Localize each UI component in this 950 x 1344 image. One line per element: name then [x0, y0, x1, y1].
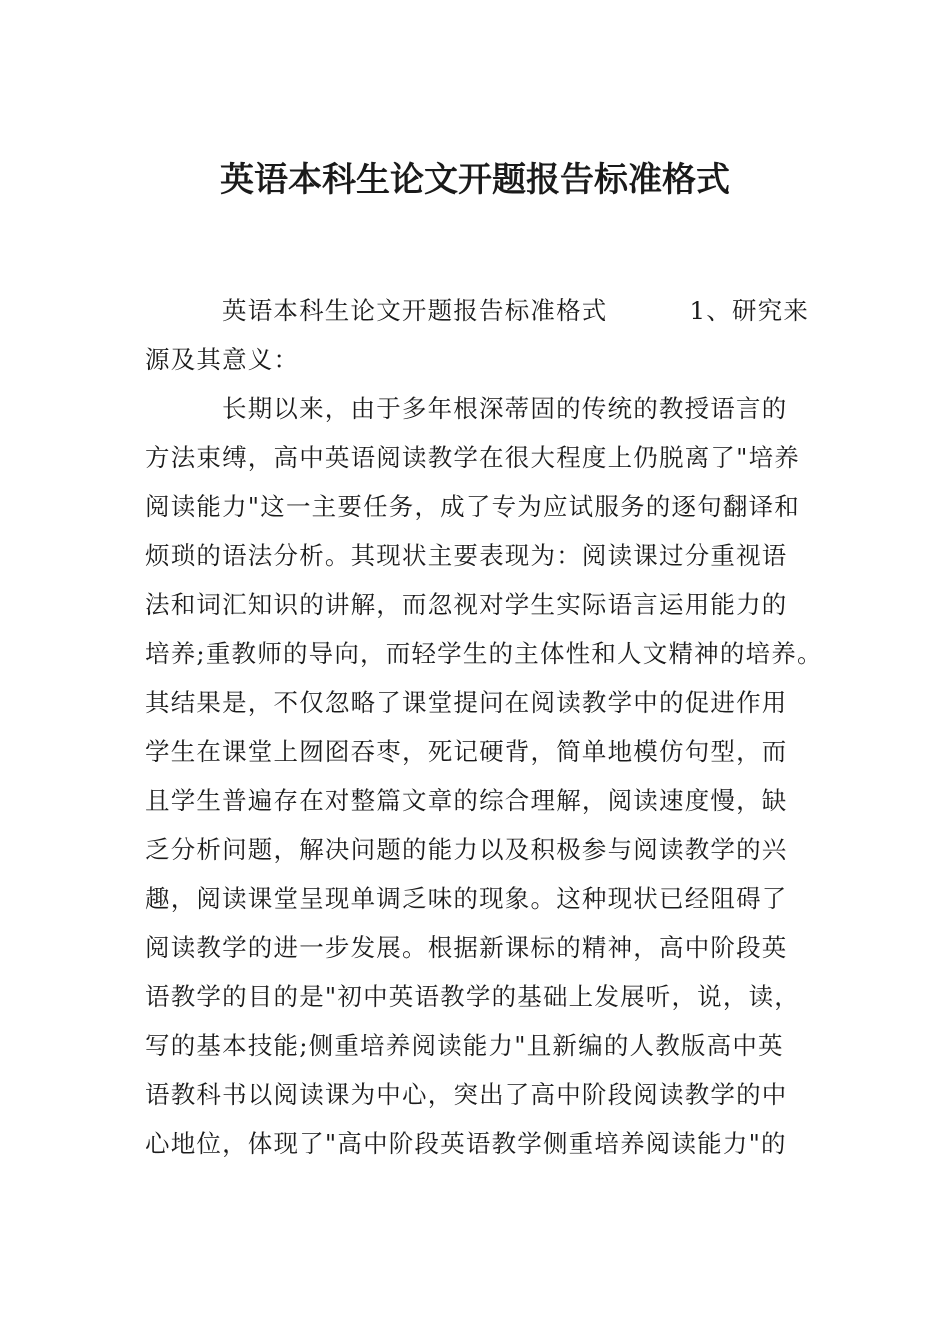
paragraph-line: 语教科书以阅读课为中心，突出了高中阶段阅读教学的中: [145, 1080, 788, 1109]
paragraph-line: 且学生普遍存在对整篇文章的综合理解，阅读速度慢，缺: [145, 786, 788, 815]
paragraph-line: 阅读教学的进一步发展。根据新课标的精神，高中阶段英: [145, 933, 788, 962]
paragraph-line: 趣，阅读课堂呈现单调乏味的现象。这种现状已经阻碍了: [145, 884, 788, 913]
paragraph-line: 其结果是，不仅忽略了课堂提问在阅读教学中的促进作用: [145, 688, 788, 717]
paragraph-line: 心地位，体现了"高中阶段英语教学侧重培养阅读能力"的: [145, 1129, 787, 1158]
paragraph-line: 烦琐的语法分析。其现状主要表现为：阅读课过分重视语: [145, 541, 788, 570]
paragraph-line: 法和词汇知识的讲解，而忽视对学生实际语言运用能力的: [145, 590, 788, 619]
paragraph-line: 乏分析问题，解决问题的能力以及积极参与阅读教学的兴: [145, 835, 788, 864]
paragraph-line: 方法束缚，高中英语阅读教学在很大程度上仍脱离了"培养: [145, 443, 800, 472]
paragraph-line: 培养;重教师的导向，而轻学生的主体性和人文精神的培养。: [145, 639, 823, 668]
paragraph-line: 写的基本技能;侧重培养阅读能力"且新编的人教版高中英: [145, 1031, 784, 1060]
paragraph-line: 长期以来，由于多年根深蒂固的传统的教授语言的: [222, 394, 788, 423]
paragraph-line: 语教学的目的是"初中英语教学的基础上发展听，说，读，: [145, 982, 800, 1011]
intro-line: [222, 286, 809, 336]
intro-heading-text: 英语本科生论文开题报告标准格式: [222, 296, 608, 325]
section-label-part1: 1、研究来: [689, 296, 810, 325]
document-title: 英语本科生论文开题报告标准格式: [220, 160, 730, 200]
paragraph-line: 学生在课堂上囫囵吞枣，死记硬背，简单地模仿句型，而: [145, 737, 788, 766]
paragraph-line: 阅读能力"这一主要任务，成了专为应试服务的逐句翻译和: [145, 492, 800, 521]
section-label-line: 源及其意义：: [145, 345, 300, 374]
